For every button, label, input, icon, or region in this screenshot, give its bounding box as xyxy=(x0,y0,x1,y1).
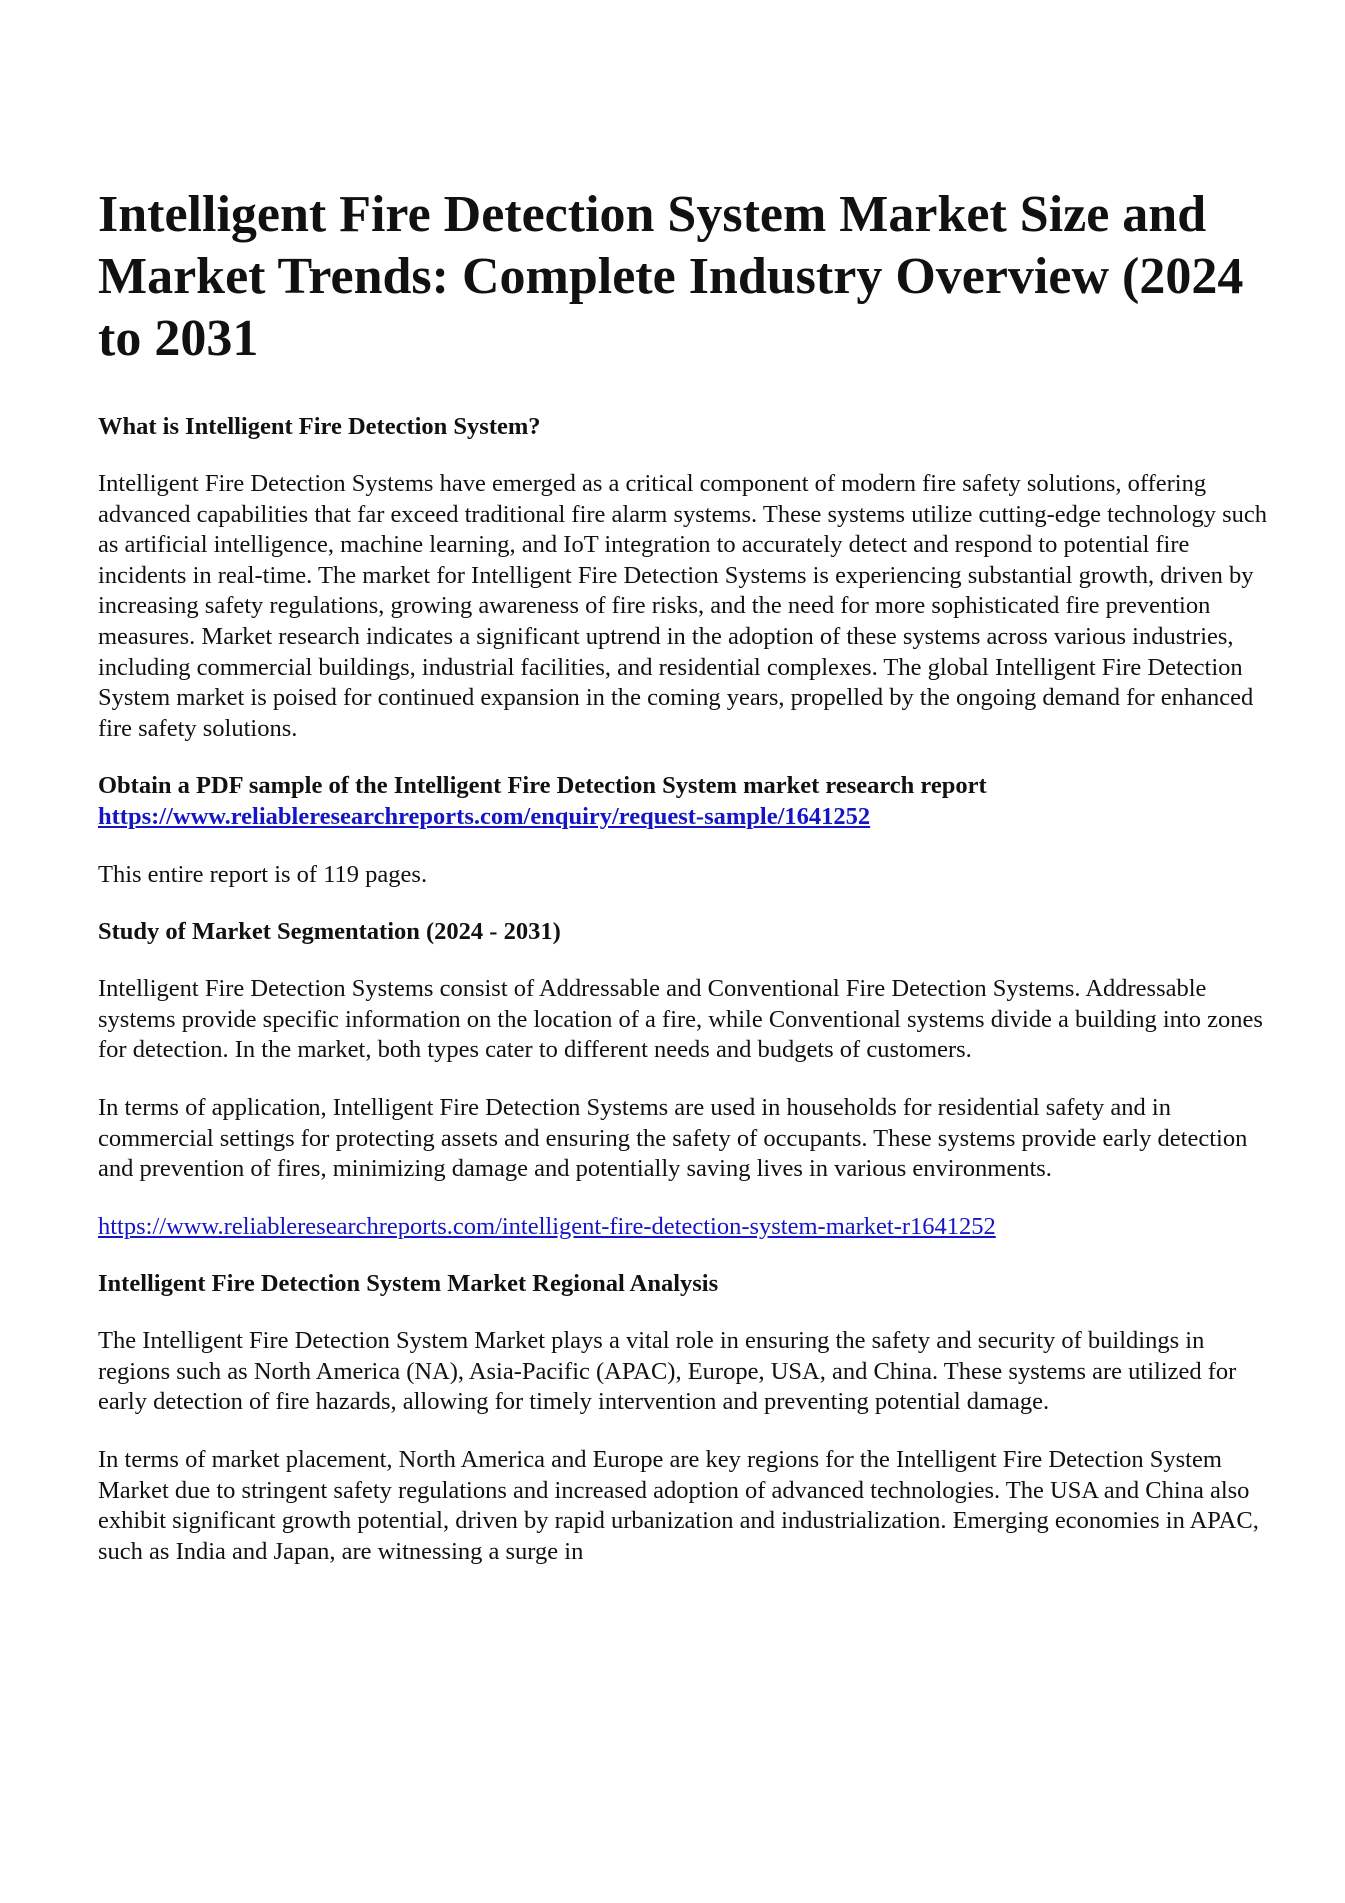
regional-paragraph-2: In terms of market placement, North America and Europe are key regions for the Intelligent Fire Detection System Market due to stringent safety regulations and increased adoption of advanced technologies. The USA and China also exhibit significant growth potential, driven by rapid urbanization and industrialization. Emerging economies in APAC, such as India and Japan, are witnessing a surge in xyxy=(98,1446,1259,1565)
document-title: Intelligent Fire Detection System Market Size and Market Trends: Complete Industry Overview (2024 to 2031 xyxy=(98,186,1244,367)
sample-request-text: Obtain a PDF sample of the Intelligent Fire Detection System market research report xyxy=(98,772,987,800)
segmentation-types-paragraph: Intelligent Fire Detection Systems consist of Addressable and Conventional Fire Detection Systems. Addressable systems provide specific information on the location of a fire, while Conventional systems divide a building into zones for detection. In the market, both types cater to different needs and budgets of customers. xyxy=(98,975,1263,1064)
intro-paragraph: Intelligent Fire Detection Systems have emerged as a critical component of modern fire safety solutions, offering advanced capabilities that far exceed traditional fire alarm systems. These systems utilize cutting-edge technology such as artificial intelligence, machine learning, and IoT integration to accurately detect and respond to potential fire incidents in real-time. The market for Intelligent Fire Detection Systems is experiencing substantial growth, driven by increasing safety regulations, growing awareness of fire risks, and the need for more sophisticated fire prevention measures. Market research indicates a significant uptrend in the adoption of these systems across various industries, including commercial buildings, industrial facilities, and residential complexes. The global Intelligent Fire Detection System market is poised for continued expansion in the coming years, propelled by the ongoing demand for enhanced fire safety solutions. xyxy=(98,470,1268,742)
regional-paragraph-1: The Intelligent Fire Detection System Market plays a vital role in ensuring the safety and security of buildings in regions such as North America (NA), Asia-Pacific (APAC), Europe, USA, and China. These systems are utilized for early detection of fire hazards, allowing for timely intervention and preventing potential damage. xyxy=(98,1327,1237,1416)
document-page xyxy=(98,184,1268,1594)
section-heading-regional: Intelligent Fire Detection System Market Regional Analysis xyxy=(98,1270,719,1298)
section-heading-segmentation: Study of Market Segmentation (2024 - 2031) xyxy=(98,918,561,946)
report-link-paragraph xyxy=(98,1212,1268,1243)
section-heading-what-is: What is Intelligent Fire Detection System? xyxy=(98,413,541,440)
sample-request-link[interactable]: https://www.reliableresearchreports.com/enquiry/request-sample/1641252 xyxy=(98,802,871,830)
segmentation-application-paragraph: In terms of application, Intelligent Fire Detection Systems are used in households for residential safety and in commercial settings for protecting assets and ensuring the safety of occupants. These systems provide early detection and prevention of fires, minimizing damage and potentially saving lives in various environments. xyxy=(98,1093,1248,1183)
sample-request-paragraph xyxy=(98,771,1268,832)
report-link[interactable]: https://www.reliableresearchreports.com/intelligent-fire-detection-system-market-r1641252 xyxy=(98,1212,996,1240)
pages-note: This entire report is of 119 pages. xyxy=(98,860,428,888)
